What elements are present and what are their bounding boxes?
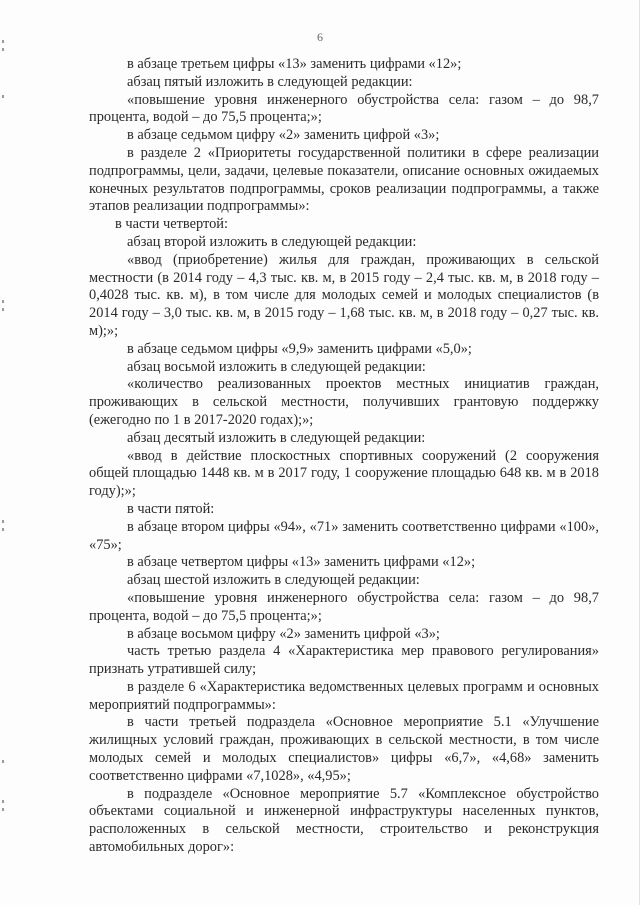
paragraph: «повышение уровня инженерного обустройства села: газом – до 98,7 процента, водой – до 75,5 процента;»; bbox=[89, 589, 599, 624]
scan-mark bbox=[2, 528, 4, 531]
paragraph: часть третью раздела 4 «Характеристика мер правового регулирования» признать утратившей силу; bbox=[89, 643, 599, 678]
paragraph: абзац восьмой изложить в следующей редакции: bbox=[127, 358, 426, 375]
paragraph: «повышение уровня инженерного обустройства села: газом – до 98,7 процента, водой – до 75,5 процента;»; bbox=[89, 91, 599, 126]
paragraph: «ввод в действие плоскостных спортивных сооружений (2 сооружения общей площадью 1448 кв. м в 2017 году, 1 сооружение площадью 648 кв. м в 2018 году);»; bbox=[89, 447, 599, 500]
scan-mark bbox=[2, 95, 4, 98]
paragraph: в подразделе «Основное мероприятие 5.7 «Комплексное обустройство объектами социальной и инженерной инфраструктуры населенных пунктов, расположенных в сельской местности, строительство и реконструкция автомобильных дорог»: bbox=[89, 785, 599, 856]
scan-mark bbox=[2, 300, 4, 303]
paragraph: в части пятой: bbox=[127, 500, 215, 517]
paragraph: в абзаце восьмом цифру «2» заменить цифрой «3»; bbox=[127, 625, 440, 642]
paragraph: в абзаце седьмом цифру «2» заменить цифрой «3»; bbox=[127, 127, 440, 144]
scan-mark bbox=[2, 308, 4, 311]
paragraph: в разделе 2 «Приоритеты государственной политики в сфере реализации подпрограммы, цели, задачи, целевые показатели, описание основных ожидаемых конечных результатов подпрограммы, сроков реализации подпрограммы, а также этапов реализации подпрограммы»: bbox=[89, 144, 599, 215]
paragraph: «количество реализованных проектов местных инициатив граждан, проживающих в сельской местности, получивших грантовую поддержку (ежегодно по 1 в 2017-2020 годах);»; bbox=[89, 376, 599, 428]
paragraph: «ввод (приобретение) жилья для граждан, проживающих в сельской местности (в 2014 году – 4,3 тыс. кв. м, в 2015 году – 2,4 тыс. кв. м, в 2018 году – 0,4028 тыс. кв. м), в том числе для молодых семей и молодых специалистов (в 2014 году – 3,0 тыс. кв. м, в 2015 году – 1,68 тыс. кв. м, в 2018 году – 0,27 тыс. кв. м);»; bbox=[89, 251, 599, 339]
scan-mark bbox=[2, 760, 4, 763]
paragraph: в части третьей подраздела «Основное мероприятие 5.1 «Улучшение жилищных условий граждан, проживающих в сельской местности, в том числе молодых семей и молодых специалистов» цифры «6,7», «4,68» заменить соответственно цифрами «7,1028», «4,95»; bbox=[89, 714, 599, 784]
paragraph: абзац пятый изложить в следующей редакции: bbox=[127, 73, 413, 90]
document-body bbox=[89, 56, 599, 857]
page-number: 6 bbox=[317, 30, 323, 44]
scan-mark bbox=[2, 808, 4, 811]
paragraph: абзац десятый изложить в следующей редакции: bbox=[127, 429, 426, 446]
paragraph: в абзаце седьмом цифры «9,9» заменить цифрами «5,0»; bbox=[127, 340, 472, 357]
paragraph: абзац второй изложить в следующей редакции: bbox=[127, 233, 417, 250]
scan-mark bbox=[2, 48, 4, 51]
paragraph: в абзаце третьем цифры «13» заменить цифрами «12»; bbox=[127, 56, 462, 72]
paragraph: в разделе 6 «Характеристика ведомственных целевых программ и основных мероприятий подпрограммы»: bbox=[89, 678, 599, 713]
paragraph: в абзаце четвертом цифры «13» заменить цифрами «12»; bbox=[127, 554, 476, 571]
paragraph: в абзаце втором цифры «94», «71» заменить соответственно цифрами «100», «75»; bbox=[89, 518, 599, 553]
scan-mark bbox=[2, 800, 4, 803]
paragraph: в части четвертой: bbox=[115, 216, 229, 233]
scan-punch-marks bbox=[2, 0, 4, 905]
scan-mark bbox=[2, 520, 4, 523]
paragraph: абзац шестой изложить в следующей редакции: bbox=[127, 572, 420, 589]
